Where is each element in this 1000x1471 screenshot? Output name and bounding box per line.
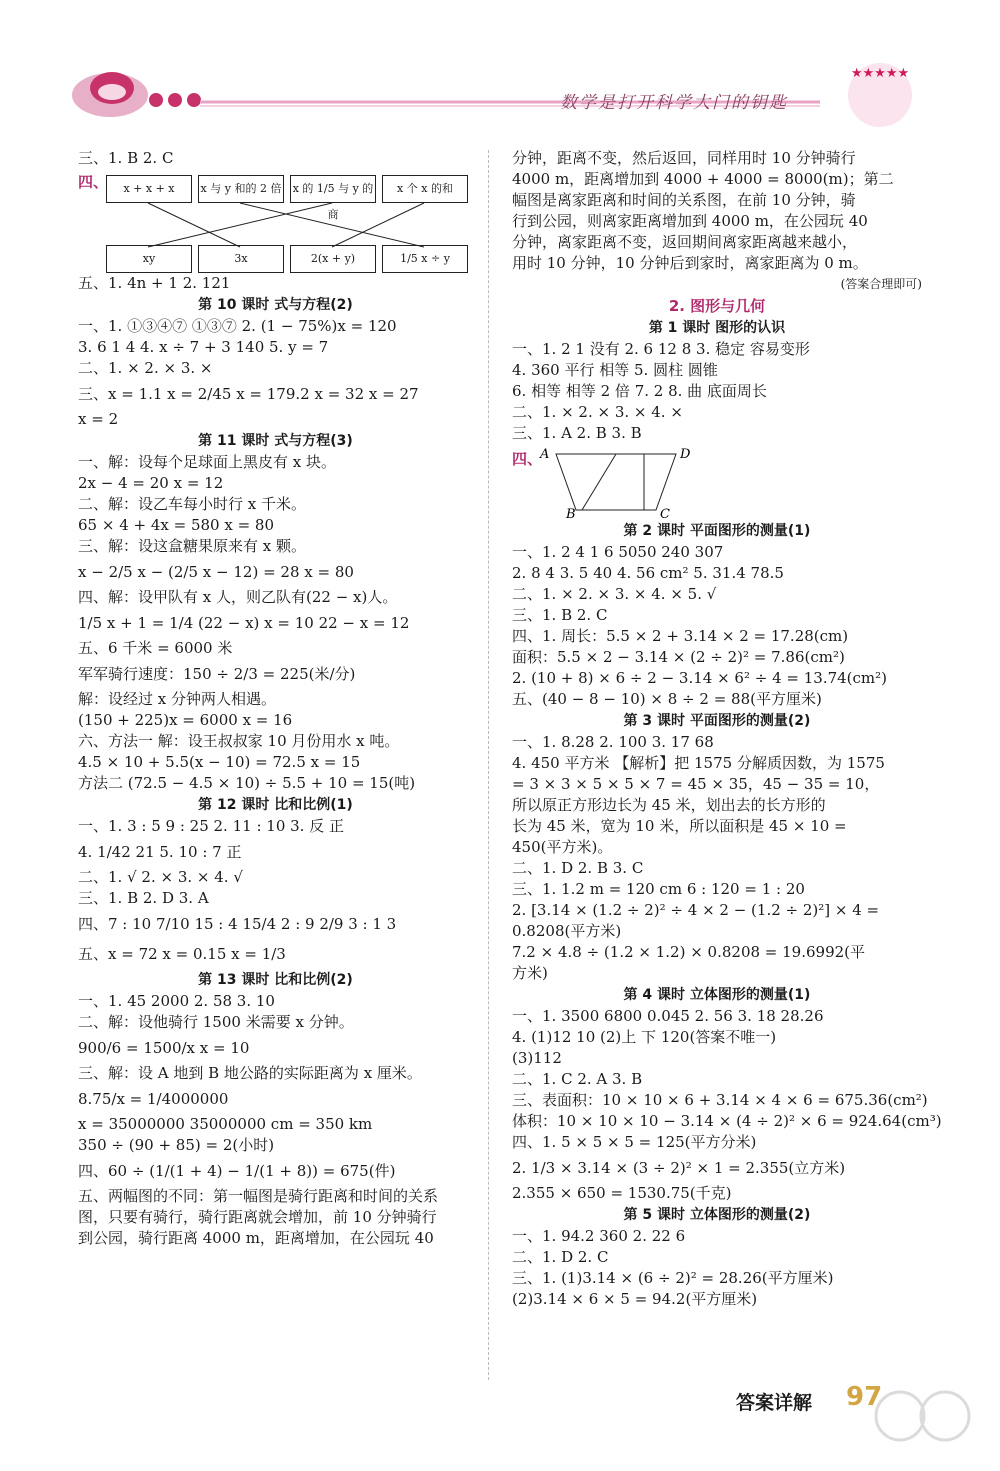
- answer-line: 四、60 ÷ (1/(1 + 4) − 1/(1 + 8)) = 675(件): [78, 1162, 396, 1180]
- answer-line: 2. 1/3 × 3.14 × (3 ÷ 2)² × 1 = 2.355(立方米): [512, 1159, 846, 1177]
- answer-line: 体积：10 × 10 × 10 − 3.14 × (4 ÷ 2)² × 6 = 924.64(cm³): [512, 1112, 942, 1130]
- header-decoration: [0, 0, 1000, 140]
- answer-line: 三、x = 1.1 x = 2/45 x = 179.2 x = 32 x = 27: [78, 385, 419, 403]
- match-top-box: x 个 x 的和: [382, 175, 468, 203]
- svg-text:★★★★★: ★★★★★: [850, 66, 910, 81]
- answer-line: 2.355 × 650 = 1530.75(千克): [512, 1184, 732, 1202]
- match-line: [332, 203, 424, 247]
- answer-line: 三、1. B 2. C: [78, 149, 174, 167]
- answer-line: 450(平方米)。: [512, 838, 613, 856]
- header-slogan: 数学是打开科学大门的钥匙: [560, 93, 788, 113]
- answer-line: 三、1. (1)3.14 × (6 ÷ 2)² = 28.26(平方厘米): [512, 1269, 834, 1287]
- answer-line: 7.2 × 4.8 ÷ (1.2 × 1.2) × 0.8208 = 19.6992(平: [512, 943, 866, 961]
- answer-line: 五、两幅图的不同：第一幅图是骑行距离和时间的关系: [78, 1187, 439, 1205]
- answer-line: 分钟，离家距离不变，返回期间离家距离越来越小，: [512, 233, 858, 251]
- lesson-heading: 第 4 课时 立体图形的测量(1): [623, 987, 811, 1003]
- answer-line: 三、1. A 2. B 3. B: [512, 424, 642, 442]
- answer-line: 4.5 × 10 + 5.5(x − 10) = 72.5 x = 15: [78, 753, 361, 771]
- answer-line: 8.75/x = 1/4000000: [78, 1090, 229, 1108]
- answer-line: 6. 相等 相等 2 倍 7. 2 8. 曲 底面周长: [512, 382, 767, 400]
- match-bottom-box: 3x: [198, 245, 284, 273]
- answer-line: 五、(40 − 8 − 10) × 8 ÷ 2 = 88(平方厘米): [512, 690, 822, 708]
- answer-line: 面积：5.5 × 2 − 3.14 × (2 ÷ 2)² = 7.86(cm²): [512, 648, 845, 666]
- match-line: [148, 203, 332, 247]
- figure-label: 四、: [512, 450, 543, 468]
- answer-line: 所以原正方形边长为 45 米，划出去的长方形的: [512, 796, 826, 814]
- answer-line: 2. (10 + 8) × 6 ÷ 2 − 3.14 × 6² ÷ 4 = 13.74(cm²): [512, 669, 888, 687]
- answer-line: 二、1. × 2. × 3. × 4. ×: [512, 403, 683, 421]
- match-top-box: x + x + x: [106, 175, 192, 203]
- answer-line: 军军骑行速度：150 ÷ 2/3 = 225(米/分): [78, 665, 356, 683]
- answer-line: 4. 1/42 21 5. 10 : 7 正: [78, 843, 242, 861]
- answer-line: 四、1. 5 × 5 × 5 = 125(平方分米): [512, 1133, 757, 1151]
- trapezoid-figure: [512, 444, 922, 520]
- answer-line: 二、1. D 2. C: [512, 1248, 609, 1266]
- answer-line: (3)112: [512, 1049, 562, 1067]
- answer-line: 1/5 x + 1 = 1/4 (22 − x) x = 10 22 − x = 12: [78, 614, 410, 632]
- match-top-box: x 与 y 和的 2 倍: [198, 175, 284, 203]
- point-label: A: [540, 447, 550, 462]
- answer-note: (答案合理即可): [840, 277, 922, 291]
- answer-line: 二、1. × 2. × 3. × 4. × 5. √: [512, 585, 717, 603]
- matching-label: 四、: [78, 173, 109, 191]
- answer-line: 二、1. √ 2. × 3. × 4. √: [78, 868, 243, 886]
- answer-line: 三、1. B 2. C: [512, 606, 608, 624]
- answer-line: 二、解：设他骑行 1500 米需要 x 分钟。: [78, 1013, 354, 1031]
- lesson-heading: 第 5 课时 立体图形的测量(2): [623, 1207, 811, 1223]
- answer-line: 二、1. × 2. × 3. ×: [78, 359, 213, 377]
- answer-line: 三、解：设这盒糖果原来有 x 颗。: [78, 537, 306, 555]
- lesson-heading: 第 2 课时 平面图形的测量(1): [623, 523, 811, 539]
- answer-line: 分钟，距离不变，然后返回，同样用时 10 分钟骑行: [512, 149, 856, 167]
- watermark-logo: [870, 1376, 980, 1466]
- answer-line: 五、6 千米 = 6000 米: [78, 639, 233, 657]
- answer-line: 方法二 (72.5 − 4.5 × 10) ÷ 5.5 + 10 = 15(吨): [78, 774, 416, 792]
- answer-line: 350 ÷ (90 + 85) = 2(小时): [78, 1136, 275, 1154]
- answer-line: 三、解：设 A 地到 B 地公路的实际距离为 x 厘米。: [78, 1064, 422, 1082]
- right-column: [512, 148, 942, 1310]
- answer-line: 三、1. B 2. D 3. A: [78, 889, 209, 907]
- answer-line: 一、1. 3 : 5 9 : 25 2. 11 : 10 3. 反 正: [78, 817, 344, 835]
- page-header: [0, 0, 1000, 140]
- answer-line: 4. (1)12 10 (2)上 下 120(答案不唯一): [512, 1028, 777, 1046]
- match-bottom-box: 2(x + y): [290, 245, 376, 273]
- answer-line: 二、1. D 2. B 3. C: [512, 859, 644, 877]
- answer-line: 3. 6 1 4 4. x ÷ 7 + 3 140 5. y = 7: [78, 338, 329, 356]
- answer-line: 方米): [512, 964, 548, 982]
- section-heading: 2. 图形与几何: [668, 297, 766, 315]
- match-top-box: x 的 1/5 与 y 的商: [290, 175, 376, 203]
- answer-line: 65 × 4 + 4x = 580 x = 80: [78, 516, 274, 534]
- lesson-heading: 第 1 课时 图形的认识: [648, 320, 786, 336]
- lesson-heading: 第 12 课时 比和比例(1): [198, 797, 353, 813]
- lesson-heading: 第 13 课时 比和比例(2): [198, 972, 353, 988]
- answer-line: 一、1. ①③④⑦ ①③⑦ 2. (1 − 75%)x = 120: [78, 317, 397, 335]
- page-number: 97: [846, 1382, 883, 1412]
- left-column: [78, 148, 473, 1249]
- answer-line: x = 35000000 35000000 cm = 350 km: [78, 1115, 373, 1133]
- matching-diagram: [78, 169, 473, 273]
- footer-label: 答案详解: [736, 1392, 813, 1414]
- match-bottom-box: xy: [106, 245, 192, 273]
- answer-line: 三、1. 1.2 m = 120 cm 6 : 120 = 1 : 20: [512, 880, 805, 898]
- answer-line: 四、7 : 10 7/10 15 : 4 15/4 2 : 9 2/9 3 : 1 3: [78, 915, 397, 933]
- lesson-heading: 第 10 课时 式与方程(2): [198, 297, 353, 313]
- point-label: C: [660, 507, 670, 520]
- answer-line: (2)3.14 × 6 × 5 = 94.2(平方厘米): [512, 1290, 758, 1308]
- answer-line: 一、1. 45 2000 2. 58 3. 10: [78, 992, 275, 1010]
- answer-line: 五、x = 72 x = 0.15 x = 1/3: [78, 945, 286, 963]
- lesson-heading: 第 11 课时 式与方程(3): [198, 433, 353, 449]
- answer-line: x = 2: [78, 410, 119, 428]
- answer-line: 一、1. 2 1 没有 2. 6 12 8 3. 稳定 容易变形: [512, 340, 810, 358]
- answer-line: 4000 m，距离增加到 4000 + 4000 = 8000(m)；第二: [512, 170, 894, 188]
- trapezoid-line: [582, 454, 616, 510]
- point-label: B: [566, 507, 576, 520]
- answer-line: 4. 360 平行 相等 5. 圆柱 圆锥: [512, 361, 718, 379]
- answer-line: 解：设经过 x 分钟两人相遇。: [78, 690, 276, 708]
- column-divider: [488, 150, 489, 1380]
- answer-line: 幅图是离家距离和时间的关系图，在前 10 分钟，骑: [512, 191, 856, 209]
- match-bottom-box: 1/5 x ÷ y: [382, 245, 468, 273]
- answer-line: 五、1. 4n + 1 2. 121: [78, 274, 231, 292]
- answer-line: 六、方法一 解：设王叔叔家 10 月份用水 x 吨。: [78, 732, 400, 750]
- answer-line: 用时 10 分钟，10 分钟后到家时，离家距离为 0 m。: [512, 254, 868, 272]
- lesson-heading: 第 3 课时 平面图形的测量(2): [623, 713, 811, 729]
- answer-line: 一、解：设每个足球面上黑皮有 x 块。: [78, 453, 336, 471]
- answer-line: x − 2/5 x − (2/5 x − 12) = 28 x = 80: [78, 563, 354, 581]
- answer-line: 二、1. C 2. A 3. B: [512, 1070, 643, 1088]
- answer-line: 一、1. 2 4 1 6 5050 240 307: [512, 543, 724, 561]
- point-label: D: [680, 447, 691, 462]
- answer-line: 2x − 4 = 20 x = 12: [78, 474, 224, 492]
- answer-line: 四、1. 周长：5.5 × 2 + 3.14 × 2 = 17.28(cm): [512, 627, 849, 645]
- answer-line: 一、1. 8.28 2. 100 3. 17 68: [512, 733, 714, 751]
- answer-line: 0.8208(平方米): [512, 922, 622, 940]
- answer-line: 二、解：设乙车每小时行 x 千米。: [78, 495, 306, 513]
- answer-line: 长为 45 米，宽为 10 米，所以面积是 45 × 10 =: [512, 817, 847, 835]
- answer-line: 三、表面积：10 × 10 × 6 + 3.14 × 4 × 6 = 675.36(cm²): [512, 1091, 928, 1109]
- answer-line: 到公园，骑行距离 4000 m，距离增加，在公园玩 40: [78, 1229, 434, 1247]
- answer-line: (150 + 225)x = 6000 x = 16: [78, 711, 293, 729]
- answer-line: 一、1. 3500 6800 0.045 2. 56 3. 18 28.26: [512, 1007, 824, 1025]
- answer-line: 行到公园，则离家距离增加到 4000 m，在公园玩 40: [512, 212, 868, 230]
- answer-line: 900/6 = 1500/x x = 10: [78, 1039, 250, 1057]
- answer-line: 图，只要有骑行，骑行距离就会增加，前 10 分钟骑行: [78, 1208, 437, 1226]
- answer-line: 2. [3.14 × (1.2 ÷ 2)² ÷ 4 × 2 − (1.2 ÷ 2)²] × 4 =: [512, 901, 880, 919]
- match-line: [148, 203, 240, 247]
- answer-line: 4. 450 平方米 【解析】把 1575 分解质因数，为 1575: [512, 754, 885, 772]
- trapezoid-shape: [556, 454, 676, 510]
- answer-line: = 3 × 3 × 5 × 5 × 7 = 45 × 35，45 − 35 = 10，: [512, 775, 880, 793]
- answer-line: 2. 8 4 3. 5 40 4. 56 cm² 5. 31.4 78.5: [512, 564, 784, 582]
- answer-line: 一、1. 94.2 360 2. 22 6: [512, 1227, 686, 1245]
- answer-line: 四、解：设甲队有 x 人，则乙队有(22 − x)人。: [78, 588, 398, 606]
